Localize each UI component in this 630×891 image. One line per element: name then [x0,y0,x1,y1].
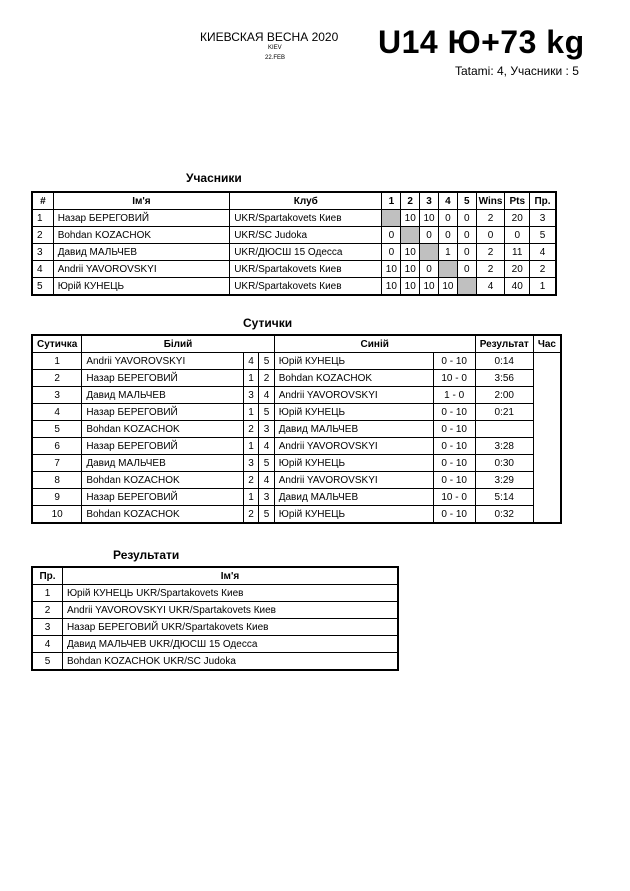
score-cell: 10 [382,261,401,278]
score-cell: 0 [457,210,476,227]
participant-name: Andrii YAVOROVSKYI [53,261,230,278]
score-cell [439,261,458,278]
results-title: Результати [113,548,180,562]
fight-white-number: 3 [243,455,258,472]
fight-number: 3 [33,387,82,404]
fight-blue-number: 5 [259,455,274,472]
participant-row [33,244,556,261]
score-cell: 10 [382,278,401,295]
results-table [32,567,398,670]
participant-points: 20 [505,261,530,278]
fight-blue-name: Давид МАЛЬЧЕВ [274,489,433,506]
fight-number: 1 [33,353,82,370]
participants-header-cell: Pts [505,193,530,210]
participant-points: 0 [505,227,530,244]
score-cell: 0 [439,210,458,227]
fight-blue-name: Bohdan KOZACHOK [274,370,433,387]
participant-place: 4 [530,244,556,261]
fight-white-name: Andrii YAVOROVSKYI [82,353,244,370]
participant-row [33,278,556,295]
fight-result: 10 - 0 [433,489,475,506]
participants-header-cell: 3 [420,193,439,210]
fight-number: 7 [33,455,82,472]
fight-blue-name: Юрій КУНЕЦЬ [274,404,433,421]
fight-white-number: 1 [243,404,258,421]
participants-header-cell: 2 [401,193,420,210]
fight-time: 3:56 [475,370,533,387]
result-name: Назар БЕРЕГОВИЙ UKR/Spartakovets Киев [62,619,397,636]
fight-row [33,353,561,370]
fight-white-name: Назар БЕРЕГОВИЙ [82,370,244,387]
participant-wins: 2 [476,261,505,278]
score-cell [382,210,401,227]
fight-row [33,506,561,523]
participant-wins: 2 [476,244,505,261]
fight-row [33,438,561,455]
participants-header-cell: 5 [457,193,476,210]
results-header-place: Пр. [33,568,63,585]
score-cell: 10 [401,210,420,227]
fight-white-number: 2 [243,421,258,438]
participant-place: 5 [530,227,556,244]
fight-result: 0 - 10 [433,353,475,370]
participant-row [33,210,556,227]
score-cell: 10 [401,244,420,261]
fight-result: 0 - 10 [433,421,475,438]
fight-row [33,387,561,404]
result-place: 4 [33,636,63,653]
score-cell: 0 [439,227,458,244]
result-row [33,602,398,619]
participants-header-cell: Клуб [230,193,382,210]
event-title: КИЕВСКАЯ ВЕСНА 2020 [200,30,339,44]
fight-result: 0 - 10 [433,404,475,421]
fight-number: 10 [33,506,82,523]
score-cell: 1 [439,244,458,261]
category-title: U14 Ю+73 kg [378,24,585,60]
fights-header-white: Білий [82,336,274,353]
fight-white-name: Назар БЕРЕГОВИЙ [82,404,244,421]
fight-number: 5 [33,421,82,438]
fight-row [33,455,561,472]
fight-time: 0:14 [475,353,533,370]
fight-number: 4 [33,404,82,421]
fight-white-number: 1 [243,489,258,506]
score-cell: 10 [439,278,458,295]
fights-header-blue: Синій [274,336,475,353]
fight-blue-number: 2 [259,370,274,387]
participant-row [33,227,556,244]
participant-place: 3 [530,210,556,227]
result-place: 2 [33,602,63,619]
fight-result: 0 - 10 [433,438,475,455]
participant-club: UKR/Spartakovets Киев [230,261,382,278]
participants-header-cell: 1 [382,193,401,210]
participant-club: UKR/Spartakovets Киев [230,210,382,227]
fight-row [33,370,561,387]
participant-club: UKR/ДЮСШ 15 Одесса [230,244,382,261]
fight-number: 6 [33,438,82,455]
fights-header-result: Результат [475,336,533,353]
fight-time: 0:30 [475,455,533,472]
fight-blue-number: 5 [259,404,274,421]
participant-number: 5 [33,278,54,295]
participants-header-cell: Пр. [530,193,556,210]
fight-white-number: 2 [243,472,258,489]
participant-name: Назар БЕРЕГОВИЙ [53,210,230,227]
participants-header-row [33,193,556,210]
result-name: Bohdan KOZACHOK UKR/SC Judoka [62,653,397,670]
fight-blue-name: Andrii YAVOROVSKYI [274,438,433,455]
participant-number: 4 [33,261,54,278]
fight-time: 0:32 [475,506,533,523]
participant-row [33,261,556,278]
participant-wins: 4 [476,278,505,295]
participant-wins: 2 [476,210,505,227]
participant-wins: 0 [476,227,505,244]
fight-time: 2:00 [475,387,533,404]
participant-club: UKR/SC Judoka [230,227,382,244]
fight-white-number: 1 [243,438,258,455]
result-place: 3 [33,619,63,636]
participant-points: 11 [505,244,530,261]
participant-number: 1 [33,210,54,227]
participants-title: Учасники [186,171,242,185]
participant-number: 3 [33,244,54,261]
fight-blue-name: Юрій КУНЕЦЬ [274,506,433,523]
fight-blue-number: 4 [259,438,274,455]
participants-header-cell: Wins [476,193,505,210]
fight-white-name: Давид МАЛЬЧЕВ [82,455,244,472]
fight-blue-name: Давид МАЛЬЧЕВ [274,421,433,438]
fight-time [475,421,533,438]
event-date: 22.FEB [265,55,286,61]
fight-result: 0 - 10 [433,472,475,489]
fight-blue-number: 5 [259,353,274,370]
score-cell [420,244,439,261]
fight-row [33,472,561,489]
fight-blue-number: 3 [259,421,274,438]
result-name: Andrii YAVOROVSKYI UKR/Spartakovets Киев [62,602,397,619]
fight-blue-number: 4 [259,387,274,404]
participant-number: 2 [33,227,54,244]
score-cell: 0 [382,244,401,261]
fight-number: 8 [33,472,82,489]
score-cell [401,227,420,244]
fight-result: 1 - 0 [433,387,475,404]
score-cell: 0 [420,227,439,244]
fight-row [33,404,561,421]
fight-result: 10 - 0 [433,370,475,387]
participants-header-cell: 4 [439,193,458,210]
fight-white-number: 1 [243,370,258,387]
participants-header-cell: # [33,193,54,210]
event-city: KIEV [268,45,282,51]
tatami-info: Tatami: 4, Учасники : 5 [455,64,579,78]
result-name: Юрій КУНЕЦЬ UKR/Spartakovets Киев [62,585,397,602]
score-cell: 0 [382,227,401,244]
participant-name: Bohdan KOZACHOK [53,227,230,244]
fight-time: 3:28 [475,438,533,455]
fights-header-row [33,336,561,353]
fight-white-name: Назар БЕРЕГОВИЙ [82,489,244,506]
result-place: 5 [33,653,63,670]
result-name: Давид МАЛЬЧЕВ UKR/ДЮСШ 15 Одесса [62,636,397,653]
fight-blue-number: 4 [259,472,274,489]
fight-white-name: Bohdan KOZACHOK [82,472,244,489]
fight-white-name: Bohdan KOZACHOK [82,421,244,438]
fight-white-name: Назар БЕРЕГОВИЙ [82,438,244,455]
fights-header-time: Час [533,336,560,353]
fight-result: 0 - 10 [433,506,475,523]
result-place: 1 [33,585,63,602]
fights-table [32,335,561,523]
score-cell: 0 [457,227,476,244]
fight-row [33,489,561,506]
score-cell: 10 [420,278,439,295]
fight-blue-name: Andrii YAVOROVSKYI [274,472,433,489]
fight-time: 0:21 [475,404,533,421]
score-cell: 0 [457,244,476,261]
fight-row [33,421,561,438]
participants-table [32,192,556,295]
score-cell: 10 [401,278,420,295]
fight-number: 9 [33,489,82,506]
fight-blue-name: Юрій КУНЕЦЬ [274,353,433,370]
fight-blue-number: 3 [259,489,274,506]
score-cell: 0 [457,261,476,278]
participant-points: 40 [505,278,530,295]
result-row [33,636,398,653]
score-cell: 10 [401,261,420,278]
result-row [33,653,398,670]
result-row [33,585,398,602]
fight-white-number: 3 [243,387,258,404]
fight-blue-name: Andrii YAVOROVSKYI [274,387,433,404]
participant-points: 20 [505,210,530,227]
fight-blue-number: 5 [259,506,274,523]
results-header-row [33,568,398,585]
results-header-name: Ім'я [62,568,397,585]
fight-time: 3:29 [475,472,533,489]
score-cell: 0 [420,261,439,278]
fight-blue-name: Юрій КУНЕЦЬ [274,455,433,472]
fights-title: Сутички [243,316,293,330]
fight-white-name: Bohdan KOZACHOK [82,506,244,523]
score-cell [457,278,476,295]
participant-place: 1 [530,278,556,295]
fight-time: 5:14 [475,489,533,506]
fight-result: 0 - 10 [433,455,475,472]
fight-white-number: 4 [243,353,258,370]
participant-club: UKR/Spartakovets Киев [230,278,382,295]
result-row [33,619,398,636]
fights-header-bout: Сутичка [33,336,82,353]
participant-name: Давид МАЛЬЧЕВ [53,244,230,261]
fight-white-name: Давид МАЛЬЧЕВ [82,387,244,404]
participant-place: 2 [530,261,556,278]
score-cell: 10 [420,210,439,227]
fight-white-number: 2 [243,506,258,523]
fight-number: 2 [33,370,82,387]
participants-header-cell: Ім'я [53,193,230,210]
participant-name: Юрій КУНЕЦЬ [53,278,230,295]
